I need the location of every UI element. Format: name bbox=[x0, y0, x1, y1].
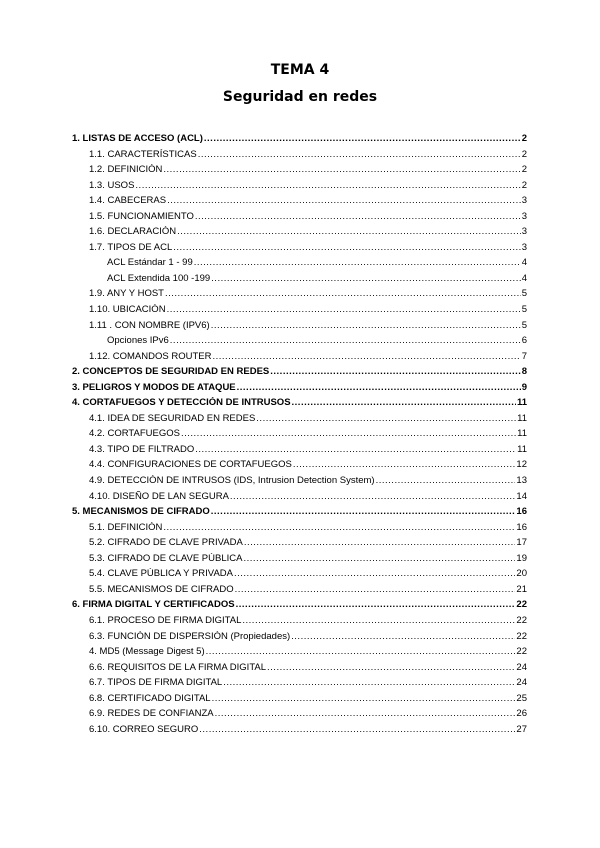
toc-entry[interactable] bbox=[72, 522, 527, 538]
toc-entry[interactable] bbox=[72, 553, 527, 569]
toc-entry[interactable] bbox=[72, 288, 527, 304]
toc-dot-leader bbox=[163, 522, 515, 533]
toc-entry-page: 2 bbox=[521, 179, 527, 191]
toc-entry[interactable] bbox=[72, 195, 527, 211]
toc-dot-leader bbox=[292, 397, 516, 408]
toc-dot-leader bbox=[206, 646, 516, 657]
toc-dot-leader bbox=[194, 257, 521, 268]
toc-entry-page: 4 bbox=[521, 272, 527, 284]
toc-entry-label: 6.10. CORREO SEGURO bbox=[89, 723, 199, 735]
toc-entry-label: 6.1. PROCESO DE FIRMA DIGITAL bbox=[89, 614, 242, 626]
toc-entry-page: 3 bbox=[521, 195, 527, 207]
toc-dot-leader bbox=[212, 693, 516, 704]
toc-entry-label: 4.3. TIPO DE FILTRADO bbox=[89, 443, 195, 455]
toc-entry-page: 4 bbox=[521, 257, 527, 269]
toc-entry-page: 22 bbox=[516, 614, 527, 626]
toc-entry-page: 11 bbox=[517, 412, 527, 424]
toc-dot-leader bbox=[204, 133, 521, 144]
toc-dot-leader bbox=[212, 351, 520, 362]
toc-entry-page: 14 bbox=[516, 490, 527, 502]
toc-dot-leader bbox=[167, 195, 521, 206]
toc-entry[interactable] bbox=[72, 366, 527, 382]
toc-entry[interactable] bbox=[72, 677, 527, 693]
toc-entry[interactable] bbox=[72, 444, 527, 460]
toc-entry[interactable] bbox=[72, 475, 527, 491]
toc-entry-label: 2. CONCEPTOS DE SEGURIDAD EN REDES bbox=[72, 366, 270, 378]
toc-entry-label: 4.1. IDEA DE SEGURIDAD EN REDES bbox=[89, 412, 256, 424]
toc-dot-leader bbox=[170, 335, 521, 346]
toc-entry[interactable] bbox=[72, 584, 527, 600]
toc-dot-leader bbox=[167, 304, 521, 315]
toc-entry[interactable] bbox=[72, 304, 527, 320]
toc-dot-leader bbox=[244, 537, 516, 548]
toc-entry[interactable] bbox=[72, 428, 527, 444]
toc-entry[interactable] bbox=[72, 257, 527, 273]
toc-entry[interactable] bbox=[72, 693, 527, 709]
toc-dot-leader bbox=[177, 226, 521, 237]
toc-entry-page: 25 bbox=[516, 692, 527, 704]
toc-entry-label: 6. FIRMA DIGITAL Y CERTIFICADOS bbox=[72, 599, 235, 611]
toc-entry-page: 2 bbox=[521, 148, 527, 160]
toc-entry[interactable] bbox=[72, 335, 527, 351]
toc-entry-label: 4. MD5 (Message Digest 5) bbox=[89, 646, 205, 658]
toc-entry-page: 24 bbox=[516, 677, 527, 689]
toc-dot-leader bbox=[242, 615, 515, 626]
toc-entry-page: 20 bbox=[516, 568, 527, 580]
toc-entry-label: 5.3. CIFRADO DE CLAVE PÚBLICA bbox=[89, 552, 243, 564]
toc-entry[interactable] bbox=[72, 164, 527, 180]
toc-entry[interactable] bbox=[72, 133, 527, 149]
toc-entry[interactable] bbox=[72, 226, 527, 242]
toc-entry-label: 1.9. ANY Y HOST bbox=[89, 288, 164, 300]
toc-entry-label: 4. CORTAFUEGOS Y DETECCIÓN DE INTRUSOS bbox=[72, 397, 291, 409]
toc-entry-page: 22 bbox=[516, 630, 527, 642]
toc-entry[interactable] bbox=[72, 615, 527, 631]
toc-entry[interactable] bbox=[72, 320, 527, 336]
toc-entry[interactable] bbox=[72, 351, 527, 367]
toc-entry[interactable] bbox=[72, 459, 527, 475]
toc-dot-leader bbox=[211, 320, 521, 331]
toc-dot-leader bbox=[293, 459, 516, 470]
toc-dot-leader bbox=[211, 506, 516, 517]
toc-entry-label: 3. PELIGROS Y MODOS DE ATAQUE bbox=[72, 381, 236, 393]
toc-dot-leader bbox=[237, 382, 521, 393]
toc-entry-label: 4.10. DISEÑO DE LAN SEGURA bbox=[89, 490, 229, 502]
toc-entry[interactable] bbox=[72, 242, 527, 258]
document-subtitle: Seguridad en redes bbox=[222, 89, 378, 105]
toc-entry-page: 2 bbox=[521, 164, 527, 176]
toc-dot-leader bbox=[223, 677, 515, 688]
toc-dot-leader bbox=[199, 724, 515, 735]
toc-entry-label: 1.3. USOS bbox=[89, 179, 135, 191]
toc-entry-label: 1. LISTAS DE ACCESO (ACL) bbox=[72, 133, 203, 144]
toc-entry-label: 6.7. TIPOS DE FIRMA DIGITAL bbox=[89, 677, 223, 689]
toc-entry[interactable] bbox=[72, 708, 527, 724]
toc-dot-leader bbox=[215, 708, 516, 719]
toc-entry-page: 5 bbox=[521, 319, 527, 331]
toc-entry-label: 4.4. CONFIGURACIONES DE CORTAFUEGOS bbox=[89, 459, 292, 471]
toc-entry-label: 4.9. DETECCIÓN DE INTRUSOS (IDS, Intrusion Detection System) bbox=[89, 475, 375, 487]
toc-entry-page: 5 bbox=[521, 288, 527, 300]
toc-dot-leader bbox=[376, 475, 516, 486]
toc-entry-page: 3 bbox=[521, 241, 527, 253]
table-of-contents bbox=[72, 133, 527, 739]
toc-entry-label: 6.6. REQUISITOS DE LA FIRMA DIGITAL bbox=[89, 661, 267, 673]
toc-entry-page: 11 bbox=[516, 397, 527, 409]
toc-entry[interactable] bbox=[72, 273, 527, 289]
toc-entry-label: 5. MECANISMOS DE CIFRADO bbox=[72, 506, 210, 518]
toc-dot-leader bbox=[195, 444, 516, 455]
toc-entry-page: 13 bbox=[516, 475, 527, 487]
toc-entry-page: 22 bbox=[516, 646, 527, 658]
toc-dot-leader bbox=[270, 366, 520, 377]
toc-entry-label: 1.10. UBICACIÓN bbox=[89, 304, 166, 316]
toc-dot-leader bbox=[236, 599, 516, 610]
toc-entry-label: ACL Extendida 100 -199 bbox=[107, 272, 211, 284]
toc-entry-label: 6.3. FUNCIÓN DE DISPERSIÓN (Propiedades) bbox=[89, 630, 291, 642]
toc-entry-label: 5.1. DEFINICIÓN bbox=[89, 521, 163, 533]
toc-entry-label: ACL Estándar 1 - 99 bbox=[107, 257, 193, 269]
toc-entry-page: 11 bbox=[517, 443, 527, 455]
toc-entry-label: 5.2. CIFRADO DE CLAVE PRIVADA bbox=[89, 537, 243, 549]
toc-entry-label: 5.4. CLAVE PÚBLICA Y PRIVADA bbox=[89, 568, 233, 580]
toc-entry[interactable] bbox=[72, 662, 527, 678]
toc-dot-leader bbox=[165, 288, 521, 299]
toc-dot-leader bbox=[291, 631, 515, 642]
toc-entry-page: 27 bbox=[516, 723, 527, 735]
toc-entry-label: 1.11 . CON NOMBRE (IPV6) bbox=[89, 319, 210, 331]
toc-dot-leader bbox=[195, 211, 521, 222]
toc-entry-page: 3 bbox=[521, 210, 527, 222]
toc-entry[interactable] bbox=[72, 211, 527, 227]
toc-entry-label: 5.5. MECANISMOS DE CIFRADO bbox=[89, 583, 234, 595]
toc-dot-leader bbox=[163, 164, 520, 175]
toc-entry-page: 6 bbox=[521, 335, 527, 347]
toc-entry[interactable] bbox=[72, 491, 527, 507]
toc-entry-label: 6.9. REDES DE CONFIANZA bbox=[89, 708, 214, 720]
toc-dot-leader bbox=[198, 149, 521, 160]
toc-entry[interactable] bbox=[72, 180, 527, 196]
toc-entry-label: 4.2. CORTAFUEGOS bbox=[89, 428, 180, 440]
toc-entry-page: 21 bbox=[516, 583, 527, 595]
toc-entry-page: 9 bbox=[521, 381, 527, 393]
toc-entry[interactable] bbox=[72, 413, 527, 429]
toc-entry-page: 11 bbox=[517, 428, 527, 440]
toc-entry-label: 1.5. FUNCIONAMIENTO bbox=[89, 210, 194, 222]
toc-dot-leader bbox=[234, 568, 515, 579]
toc-dot-leader bbox=[211, 273, 521, 284]
toc-entry-page: 24 bbox=[516, 661, 527, 673]
toc-entry-label: 1.12. COMANDOS ROUTER bbox=[89, 350, 212, 362]
document-title: TEMA 4 bbox=[270, 62, 330, 78]
toc-entry-label: 1.2. DEFINICIÓN bbox=[89, 164, 163, 176]
toc-entry-page: 3 bbox=[521, 226, 527, 238]
toc-entry-page: 5 bbox=[521, 304, 527, 316]
toc-entry-page: 19 bbox=[516, 552, 527, 564]
toc-entry-label: 1.6. DECLARACIÓN bbox=[89, 226, 177, 238]
toc-entry[interactable] bbox=[72, 646, 527, 662]
toc-entry[interactable] bbox=[72, 568, 527, 584]
toc-dot-leader bbox=[181, 428, 516, 439]
toc-dot-leader bbox=[243, 553, 515, 564]
toc-entry-page: 26 bbox=[516, 708, 527, 720]
toc-entry-label: 1.1. CARACTERÍSTICAS bbox=[89, 148, 197, 160]
toc-entry[interactable] bbox=[72, 537, 527, 553]
toc-dot-leader bbox=[230, 491, 516, 502]
toc-entry[interactable] bbox=[72, 382, 527, 398]
toc-entry-page: 2 bbox=[521, 133, 527, 144]
toc-entry-page: 12 bbox=[516, 459, 527, 471]
toc-entry-page: 22 bbox=[516, 599, 527, 611]
toc-entry[interactable] bbox=[72, 599, 527, 615]
toc-entry[interactable] bbox=[72, 149, 527, 165]
toc-entry[interactable] bbox=[72, 397, 527, 413]
toc-entry-label: 6.8. CERTIFICADO DIGITAL bbox=[89, 692, 211, 704]
toc-entry[interactable] bbox=[72, 724, 527, 740]
toc-entry[interactable] bbox=[72, 506, 527, 522]
toc-dot-leader bbox=[173, 242, 520, 253]
toc-dot-leader bbox=[135, 180, 520, 191]
toc-entry-label: 1.7. TIPOS DE ACL bbox=[89, 241, 173, 253]
toc-entry-page: 7 bbox=[521, 350, 527, 362]
toc-entry-page: 16 bbox=[516, 506, 527, 518]
toc-entry-page: 17 bbox=[516, 537, 527, 549]
toc-dot-leader bbox=[256, 413, 516, 424]
toc-entry-label: Opciones IPv6 bbox=[107, 335, 169, 347]
toc-dot-leader bbox=[267, 662, 515, 673]
toc-entry-label: 1.4. CABECERAS bbox=[89, 195, 167, 207]
toc-entry-page: 16 bbox=[516, 521, 527, 533]
toc-entry-page: 8 bbox=[521, 366, 527, 378]
toc-dot-leader bbox=[235, 584, 516, 595]
toc-entry[interactable] bbox=[72, 631, 527, 647]
